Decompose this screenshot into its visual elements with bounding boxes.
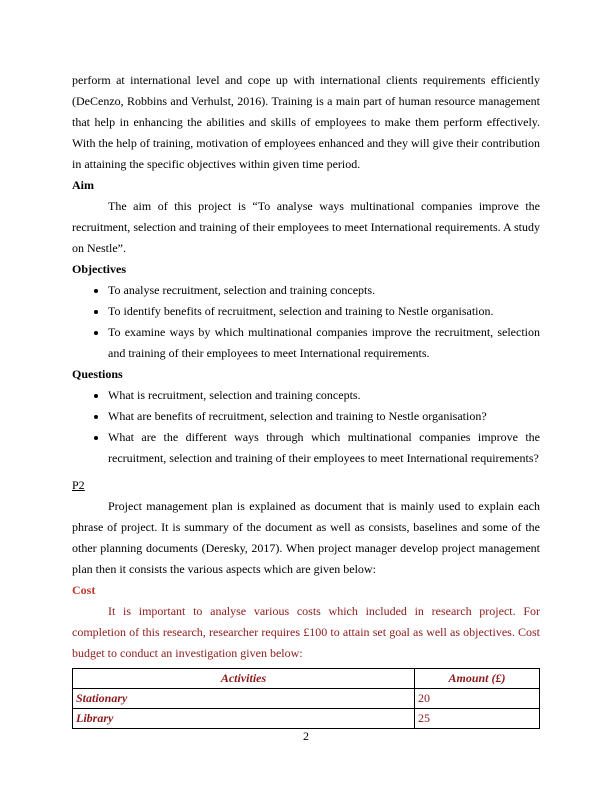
- aim-text: The aim of this project is “To analyse ways multinational companies improve the recruitment, selection and training of their employees to meet International requirements. A study on Nestle”.: [72, 199, 540, 255]
- intro-paragraph: perform at international level and cope up with international clients requirements efficiently (DeCenzo, Robbins and Verhulst, 2016). Training is a main part of human resource management that help in enhancing the abilities and skills of employees to make them perform effectively. With the help of training, motivation of employees enhanced and they will give their contribution in attaining the specific objectives within given time period.: [72, 73, 540, 171]
- cost-heading: Cost: [72, 583, 96, 597]
- questions-heading: Questions: [72, 367, 123, 381]
- list-item: • What is recruitment, selection and training concepts.: [108, 385, 540, 406]
- table-header-row: [73, 669, 540, 689]
- list-item: • What are benefits of recruitment, selection and training to Nestle organisation?: [108, 406, 540, 427]
- amount-cell: 20: [415, 689, 540, 709]
- objectives-list: [72, 280, 540, 364]
- cost-text: It is important to analyse various costs which included in research project. For completion of this research, researcher requires £100 to attain set goal as well as objectives. Cost budget to conduct an investigation given below:: [72, 604, 540, 660]
- page-number: 2: [303, 729, 309, 743]
- table-row: [73, 689, 540, 709]
- list-item: • To analyse recruitment, selection and training concepts.: [108, 280, 540, 301]
- cost-table: [72, 668, 540, 729]
- questions-list: [72, 385, 540, 469]
- table-row: [73, 709, 540, 729]
- aim-heading: Aim: [72, 178, 94, 192]
- p2-text: Project management plan is explained as document that is mainly used to explain each phrase of project. It is summary of the document as well as consists, baselines and some of the other planning documents (Deresky, 2017). When project manager develop project management plan then it consists the various aspects which are given below:: [72, 499, 540, 576]
- amount-cell: 25: [415, 709, 540, 729]
- document-body: [72, 70, 540, 729]
- list-item: • What are the different ways through which multinational companies improve the recruitment, selection and training of their employees to meet International requirements?: [108, 427, 540, 469]
- header-amount: Amount (£): [415, 669, 540, 689]
- list-item: • To identify benefits of recruitment, selection and training to Nestle organisation.: [108, 301, 540, 322]
- header-activities: Activities: [73, 669, 415, 689]
- p2-label: P2: [72, 478, 85, 492]
- activity-cell: Stationary: [73, 689, 415, 709]
- activity-cell: Library: [73, 709, 415, 729]
- objectives-heading: Objectives: [72, 262, 126, 276]
- list-item: • To examine ways by which multinational companies improve the recruitment, selection and training of their employees to meet International requirements.: [108, 322, 540, 364]
